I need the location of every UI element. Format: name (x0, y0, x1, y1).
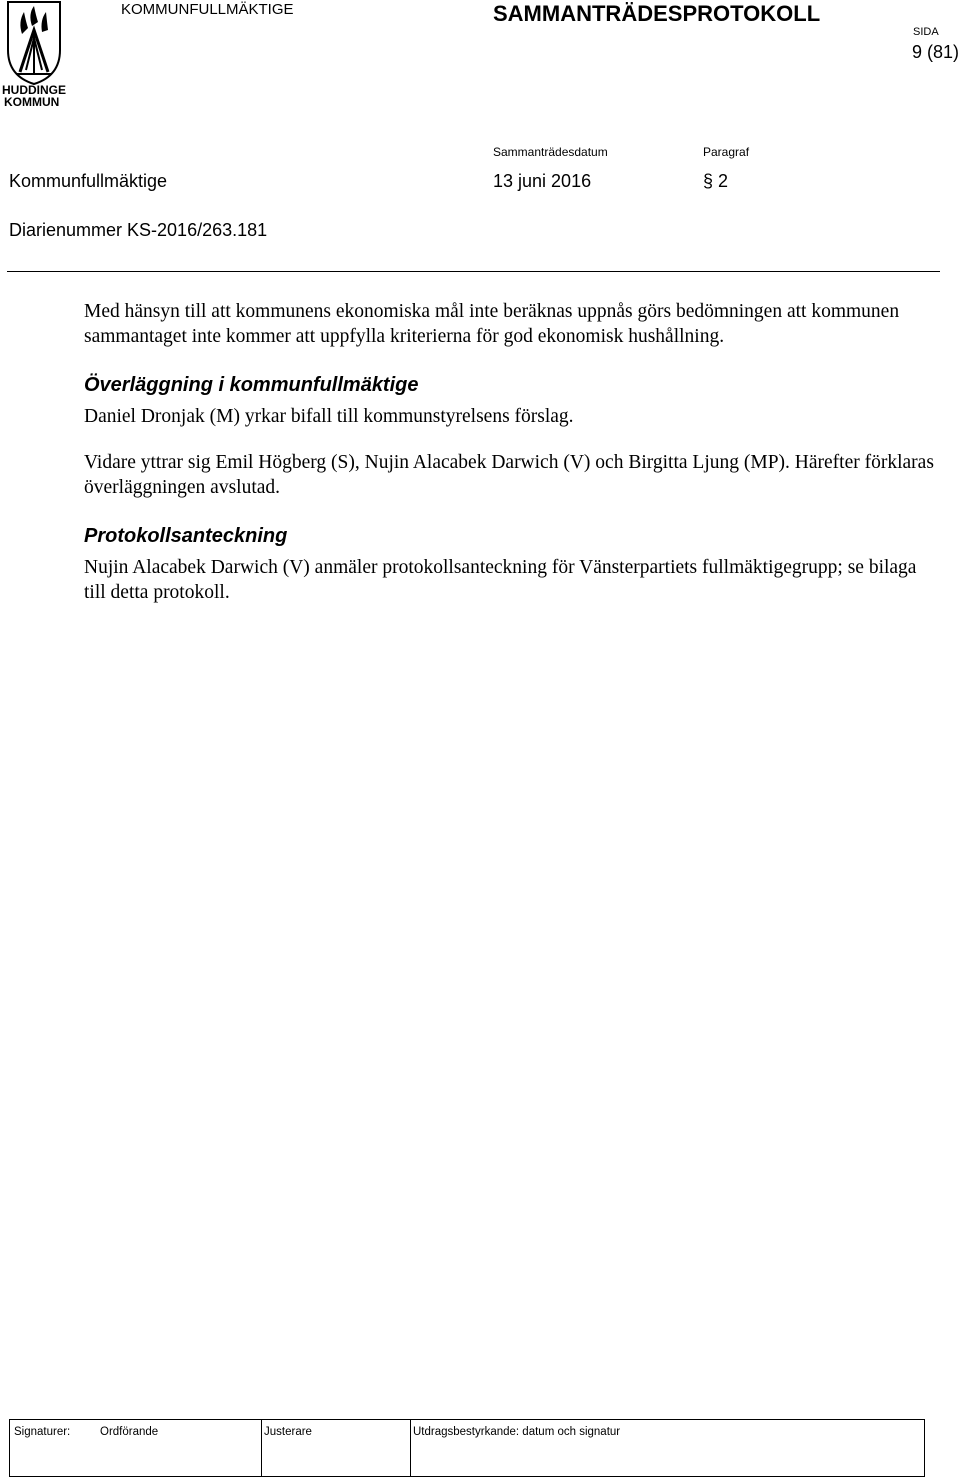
svg-text:HUDDINGE: HUDDINGE (2, 83, 67, 97)
deliberation-paragraph-1: Daniel Dronjak (M) yrkar bifall till kommunstyrelsens förslag. (84, 406, 574, 427)
document-title: SAMMANTRÄDESPROTOKOLL (493, 1, 821, 26)
signatures-label: Signaturer: (14, 1426, 71, 1438)
section-heading-protocol-note: Protokollsanteckning (84, 525, 288, 547)
page-number: 9 (81) (912, 42, 960, 62)
organ-label: KOMMUNFULLMÄKTIGE (121, 1, 294, 18)
protocol-body (84, 299, 934, 605)
date-caption: Sammanträdesdatum (493, 145, 608, 159)
meeting-date: 13 juni 2016 (493, 171, 592, 191)
paragraph-number: § 2 (703, 171, 729, 191)
signature-divider (410, 1420, 411, 1476)
signature-table (9, 1419, 925, 1477)
protocol-note-paragraph: Nujin Alacabek Darwich (V) anmäler protokollsanteckning för Vänsterpartiets fullmäktigegrupp; se bilaga till detta protokoll. (84, 557, 917, 603)
deliberation-paragraph-2: Vidare yttrar sig Emil Högberg (S), Nujin Alacabek Darwich (V) och Birgitta Ljung (MP). Härefter förklaras överläggningen avslutad. (84, 452, 934, 498)
adjuster-label: Justerare (264, 1426, 312, 1438)
section-heading-deliberation: Överläggning i kommunfullmäktige (84, 374, 419, 396)
page-label: SIDA (913, 26, 939, 38)
header-divider (7, 271, 940, 272)
chair-label: Ordförande (100, 1426, 159, 1438)
paragraph-caption: Paragraf (703, 145, 750, 159)
svg-text:KOMMUN: KOMMUN (4, 95, 60, 108)
huddinge-kommun-logo (2, 0, 68, 108)
intro-paragraph: Med hänsyn till att kommunens ekonomiska mål inte beräknas uppnås görs bedömningen att kommunen sammantaget inte kommer att uppfylla kriterierna för god ekonomisk hushållning. (84, 301, 900, 347)
registry-number: Diarienummer KS-2016/263.181 (9, 220, 268, 240)
extract-certification-label: Utdragsbestyrkande: datum och signatur (413, 1426, 621, 1438)
signature-divider (261, 1420, 262, 1476)
coat-of-arms-icon (2, 0, 68, 108)
body-name: Kommunfullmäktige (9, 171, 168, 191)
